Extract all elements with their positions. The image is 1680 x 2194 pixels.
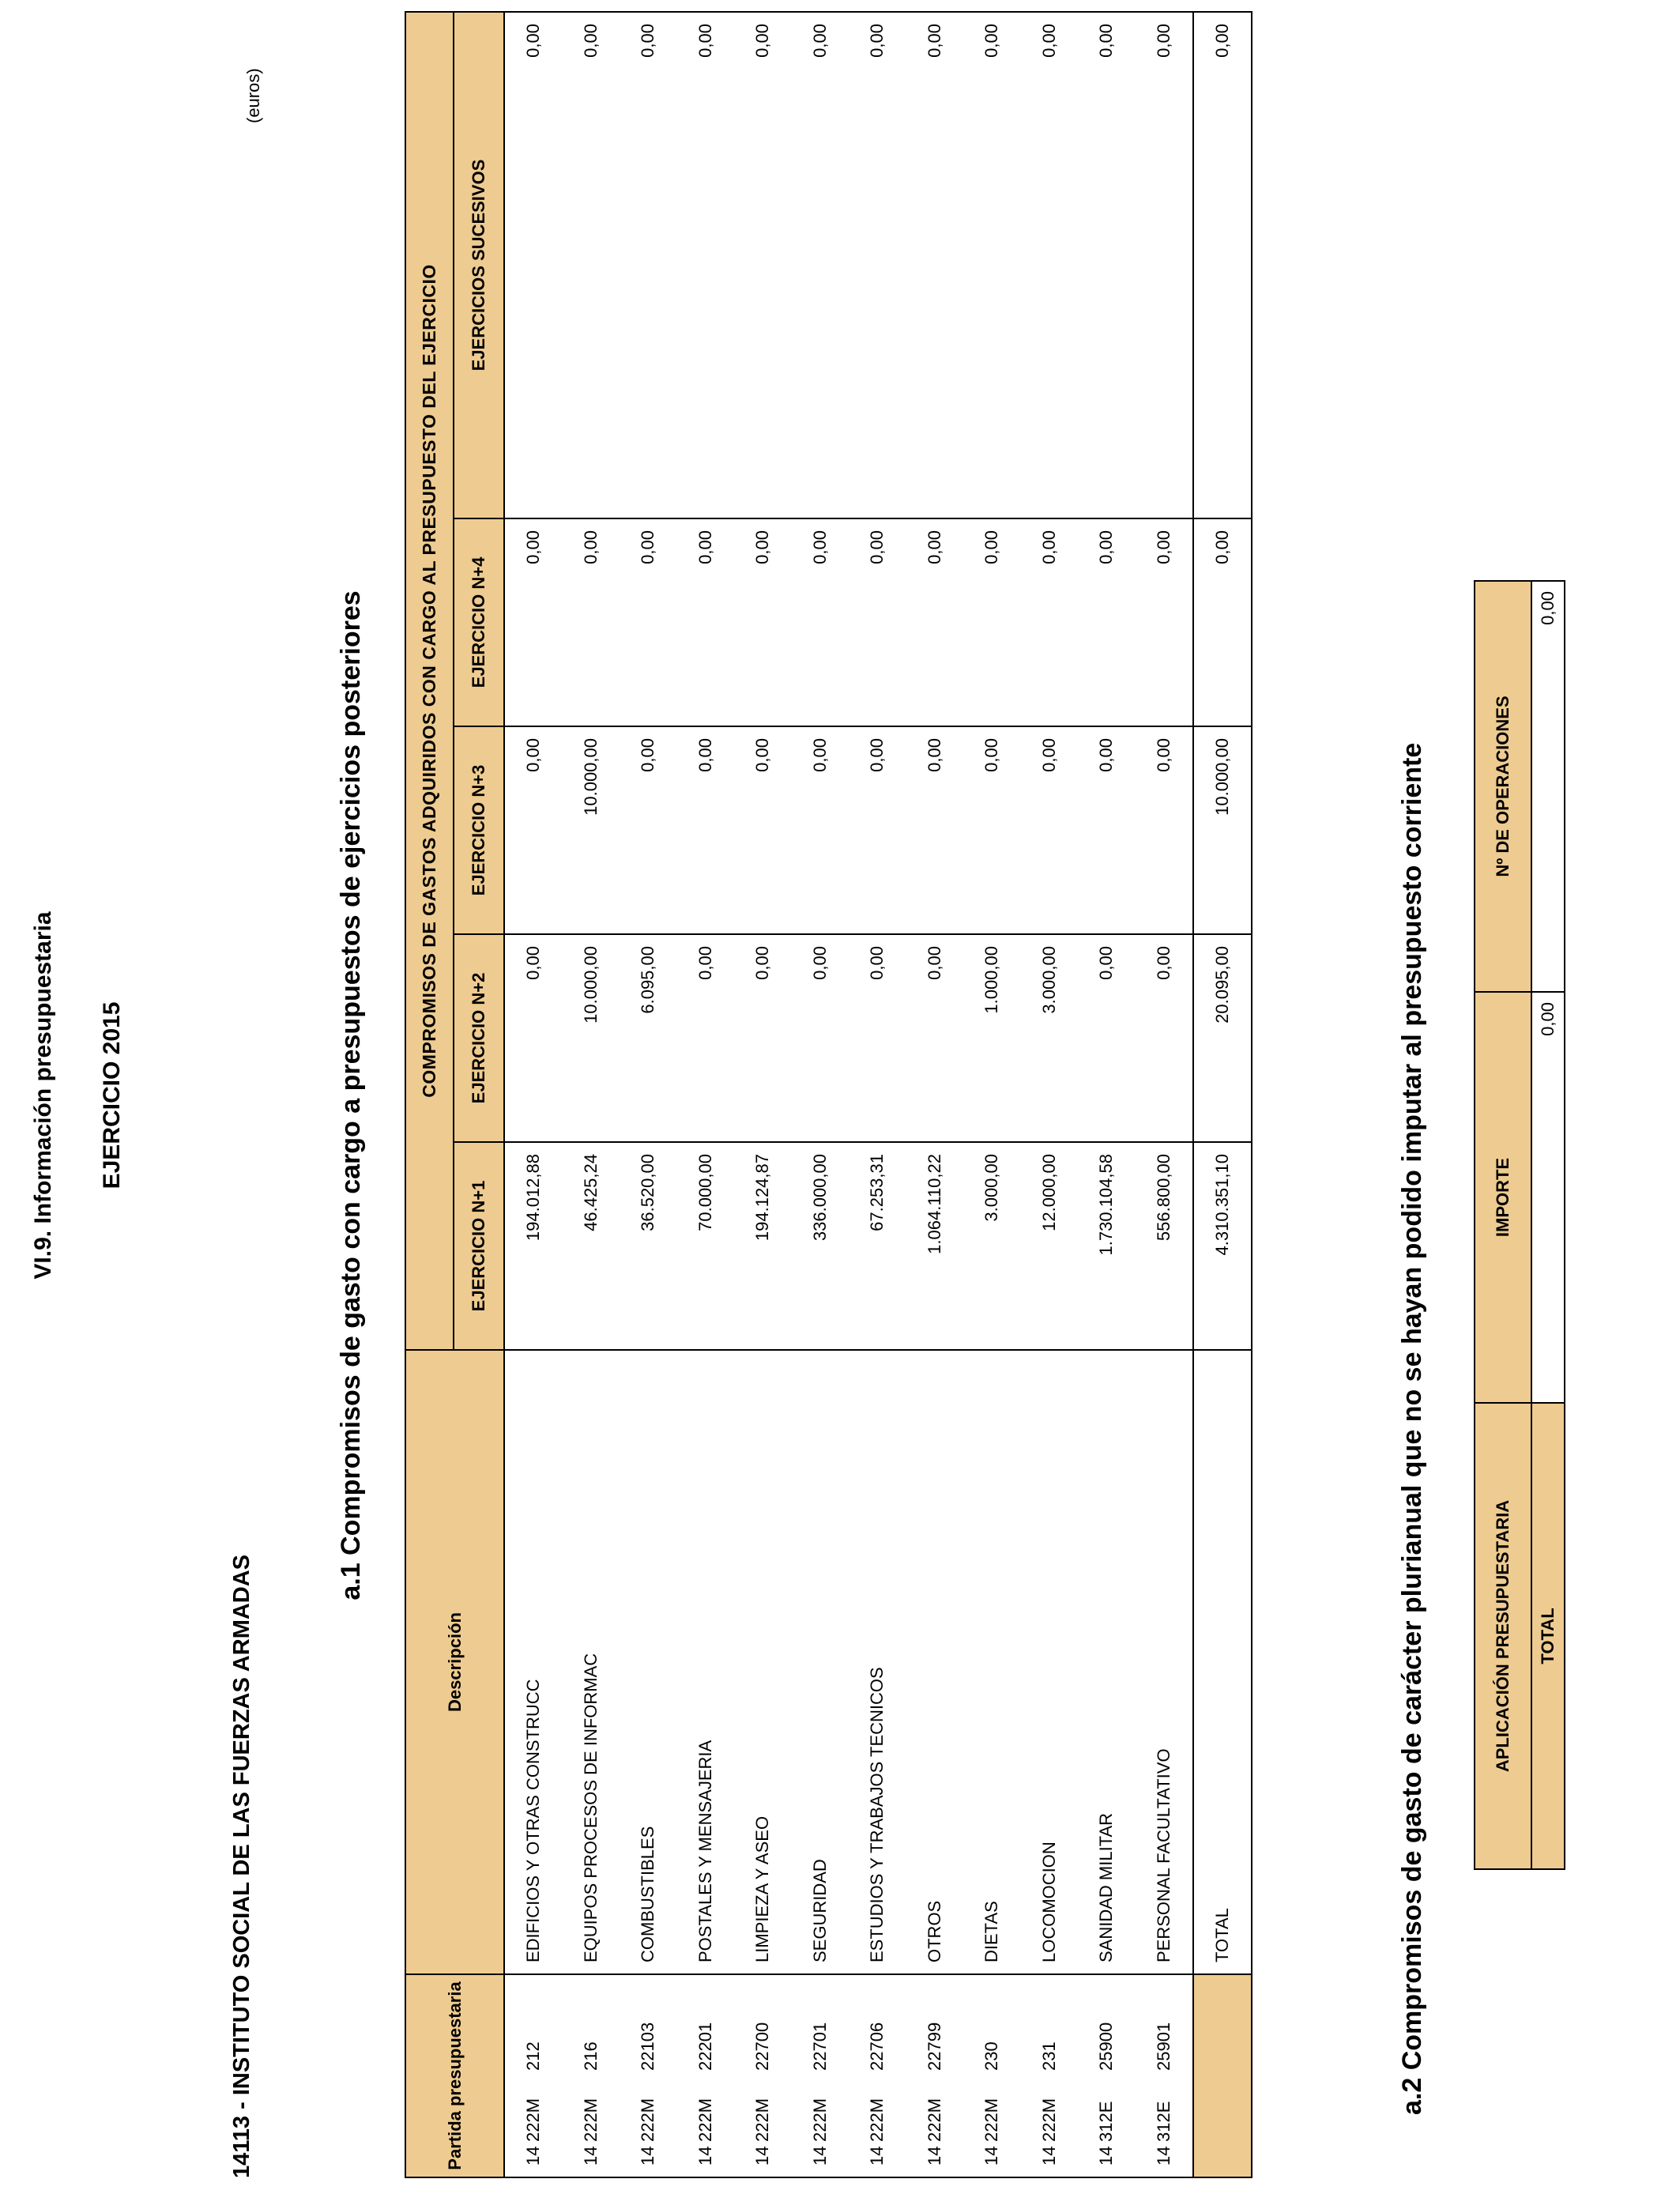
partida-part: 312E	[1153, 2101, 1173, 2142]
total-partida-cell	[1193, 1974, 1252, 2177]
n2-cell: 0,00	[1078, 934, 1136, 1142]
partida-part: 14	[809, 2146, 830, 2166]
partida-part: 222M	[981, 2098, 1002, 2142]
descripcion-cell: SEGURIDAD	[792, 1350, 849, 1974]
partida-part: 22799	[924, 2022, 944, 2071]
header-n4: EJERCICIO N+4	[454, 518, 504, 726]
n1-cell: 67.253,31	[849, 1142, 906, 1350]
table-row	[620, 12, 677, 2177]
n4-cell: 0,00	[620, 518, 677, 726]
sucesivos-cell: 0,00	[792, 12, 849, 518]
sucesivos-cell: 0,00	[906, 12, 964, 518]
partida-part: 14	[1038, 2146, 1059, 2166]
partida-part: 14	[523, 2146, 544, 2166]
n1-cell: 36.520,00	[620, 1142, 677, 1350]
header-sucesivos: EJERCICIOS SUCESIVOS	[454, 12, 504, 518]
partida-part: 14	[1096, 2146, 1117, 2166]
partida-part: 222M	[695, 2098, 715, 2142]
total-n2: 20.095,00	[1193, 934, 1252, 1142]
n1-cell: 70.000,00	[677, 1142, 735, 1350]
sucesivos-cell: 0,00	[1078, 12, 1136, 518]
n1-cell: 194.124,87	[734, 1142, 792, 1350]
sucesivos-cell: 0,00	[1136, 12, 1194, 518]
partida-cell	[1021, 1974, 1079, 2177]
descripcion-cell: COMBUSTIBLES	[620, 1350, 677, 1974]
partida-cell	[734, 1974, 792, 2177]
partida-cell	[1136, 1974, 1194, 2177]
n2-cell: 6.095,00	[620, 934, 677, 1142]
partida-part: 222M	[580, 2098, 601, 2142]
partida-part: 216	[580, 2041, 601, 2071]
commitments-table	[405, 11, 1252, 2178]
n3-cell: 0,00	[1136, 726, 1194, 934]
partida-part: 14	[580, 2146, 601, 2166]
n4-cell: 0,00	[1136, 518, 1194, 726]
descripcion-cell: POSTALES Y MENSAJERIA	[677, 1350, 735, 1974]
header-n3: EJERCICIO N+3	[454, 726, 504, 934]
n2-cell: 0,00	[677, 934, 735, 1142]
n4-cell: 0,00	[792, 518, 849, 726]
sucesivos-cell: 0,00	[677, 12, 735, 518]
n3-cell: 0,00	[1021, 726, 1079, 934]
partida-part: 14	[981, 2146, 1002, 2166]
partida-part: 14	[695, 2146, 715, 2166]
n3-cell: 0,00	[620, 726, 677, 934]
plurianual-total-label: TOTAL	[1531, 1403, 1565, 1869]
n3-cell: 0,00	[1078, 726, 1136, 934]
page-subtitle: EJERCICIO 2015	[99, 1001, 125, 1189]
n2-cell: 0,00	[906, 934, 964, 1142]
organism-name: 14113 - INSTITUTO SOCIAL DE LAS FUERZAS ARMADAS	[229, 1554, 254, 2178]
sucesivos-cell: 0,00	[734, 12, 792, 518]
table-row	[677, 12, 735, 2177]
header-importe: IMPORTE	[1475, 992, 1531, 1403]
n4-cell: 0,00	[963, 518, 1021, 726]
n3-cell: 10.000,00	[563, 726, 620, 934]
n4-cell: 0,00	[677, 518, 735, 726]
total-row	[1193, 12, 1252, 2177]
partida-part: 14	[867, 2146, 887, 2166]
n2-cell: 10.000,00	[563, 934, 620, 1142]
total-n4: 0,00	[1193, 518, 1252, 726]
table-row	[1021, 12, 1079, 2177]
n4-cell: 0,00	[849, 518, 906, 726]
sucesivos-cell: 0,00	[563, 12, 620, 518]
header-descripcion: Descripción	[405, 1350, 504, 1974]
section-a1-title: a.1 Compromisos de gasto con cargo a presupuestos de ejercicios posteriores	[336, 590, 366, 1600]
partida-cell	[563, 1974, 620, 2177]
descripcion-cell: PERSONAL FACULTATIVO	[1136, 1350, 1194, 1974]
plurianual-total-row	[1531, 581, 1565, 1869]
sucesivos-cell: 0,00	[849, 12, 906, 518]
n4-cell: 0,00	[906, 518, 964, 726]
n1-cell: 556.800,00	[1136, 1142, 1194, 1350]
partida-part: 22700	[752, 2022, 773, 2071]
partida-part: 22706	[867, 2022, 887, 2071]
table-row	[1136, 12, 1194, 2177]
table-row	[849, 12, 906, 2177]
partida-part: 22103	[638, 2022, 658, 2071]
partida-part: 22201	[695, 2022, 715, 2071]
sucesivos-cell: 0,00	[1021, 12, 1079, 518]
n1-cell: 336.000,00	[792, 1142, 849, 1350]
descripcion-cell: LIMPIEZA Y ASEO	[734, 1350, 792, 1974]
sucesivos-cell: 0,00	[963, 12, 1021, 518]
partida-part: 14	[638, 2146, 658, 2166]
descripcion-cell: DIETAS	[963, 1350, 1021, 1974]
descripcion-cell: ESTUDIOS Y TRABAJOS TECNICOS	[849, 1350, 906, 1974]
n1-cell: 12.000,00	[1021, 1142, 1079, 1350]
partida-cell	[504, 1974, 563, 2177]
total-label: TOTAL	[1193, 1350, 1252, 1974]
sucesivos-cell: 0,00	[620, 12, 677, 518]
descripcion-cell: OTROS	[906, 1350, 964, 1974]
n3-cell: 0,00	[677, 726, 735, 934]
n3-cell: 0,00	[792, 726, 849, 934]
partida-part: 14	[1153, 2146, 1173, 2166]
n3-cell: 0,00	[504, 726, 563, 934]
table-row	[734, 12, 792, 2177]
partida-part: 222M	[752, 2098, 773, 2142]
n2-cell: 0,00	[504, 934, 563, 1142]
n1-cell: 1.730.104,58	[1078, 1142, 1136, 1350]
header-n2: EJERCICIO N+2	[454, 934, 504, 1142]
header-partida: Partida presupuestaria	[405, 1974, 504, 2177]
partida-part: 222M	[924, 2098, 944, 2142]
partida-part: 312E	[1096, 2101, 1117, 2142]
partida-part: 212	[523, 2041, 544, 2071]
plurianual-total-operaciones: 0,00	[1531, 581, 1565, 992]
descripcion-cell: EDIFICIOS Y OTRAS CONSTRUCC	[504, 1350, 563, 1974]
n3-cell: 0,00	[849, 726, 906, 934]
n4-cell: 0,00	[1078, 518, 1136, 726]
n1-cell: 1.064.110,22	[906, 1142, 964, 1350]
sucesivos-cell: 0,00	[504, 12, 563, 518]
partida-part: 25900	[1096, 2022, 1117, 2071]
header-operaciones: Nº DE OPERACIONES	[1475, 581, 1531, 992]
header-n1: EJERCICIO N+1	[454, 1142, 504, 1350]
n3-cell: 0,00	[963, 726, 1021, 934]
page-title: VI.9. Información presupuestaria	[30, 911, 56, 1280]
partida-part: 22701	[809, 2022, 830, 2071]
descripcion-cell: LOCOMOCION	[1021, 1350, 1079, 1974]
partida-part: 222M	[523, 2098, 544, 2142]
header-aplicacion: APLICACIÓN PRESUPUESTARIA	[1475, 1403, 1531, 1869]
n2-cell: 3.000,00	[1021, 934, 1079, 1142]
total-n3: 10.000,00	[1193, 726, 1252, 934]
n1-cell: 46.425,24	[563, 1142, 620, 1350]
partida-cell	[1078, 1974, 1136, 2177]
partida-cell	[849, 1974, 906, 2177]
partida-part: 14	[924, 2146, 944, 2166]
partida-part: 230	[981, 2041, 1002, 2071]
partida-part: 222M	[809, 2098, 830, 2142]
n4-cell: 0,00	[734, 518, 792, 726]
descripcion-cell: SANIDAD MILITAR	[1078, 1350, 1136, 1974]
descripcion-cell: EQUIPOS PROCESOS DE INFORMAC	[563, 1350, 620, 1974]
n3-cell: 0,00	[906, 726, 964, 934]
partida-part: 222M	[1038, 2098, 1059, 2142]
partida-cell	[792, 1974, 849, 2177]
n2-cell: 0,00	[792, 934, 849, 1142]
n4-cell: 0,00	[563, 518, 620, 726]
table-row	[504, 12, 563, 2177]
units-label: (euros)	[243, 68, 263, 123]
section-a2-title: a.2 Compromisos de gasto de carácter plurianual que no se hayan podido imputar al presupuesto corriente	[1397, 742, 1427, 2115]
n2-cell: 0,00	[734, 934, 792, 1142]
table-row	[792, 12, 849, 2177]
partida-cell	[677, 1974, 735, 2177]
total-n1: 4.310.351,10	[1193, 1142, 1252, 1350]
partida-part: 222M	[638, 2098, 658, 2142]
n3-cell: 0,00	[734, 726, 792, 934]
plurianual-total-importe: 0,00	[1531, 992, 1565, 1403]
partida-part: 25901	[1153, 2022, 1173, 2071]
total-sucesivos: 0,00	[1193, 12, 1252, 518]
partida-cell	[963, 1974, 1021, 2177]
n4-cell: 0,00	[504, 518, 563, 726]
n4-cell: 0,00	[1021, 518, 1079, 726]
n2-cell: 1.000,00	[963, 934, 1021, 1142]
partida-part: 222M	[867, 2098, 887, 2142]
partida-part: 14	[752, 2146, 773, 2166]
n2-cell: 0,00	[1136, 934, 1194, 1142]
table-row	[906, 12, 964, 2177]
n1-cell: 194.012,88	[504, 1142, 563, 1350]
partida-cell	[906, 1974, 964, 2177]
table-row	[963, 12, 1021, 2177]
table-row	[563, 12, 620, 2177]
partida-part: 231	[1038, 2041, 1059, 2071]
plurianual-table	[1474, 580, 1565, 1870]
partida-cell	[620, 1974, 677, 2177]
header-group-commitments: COMPROMISOS DE GASTOS ADQUIRIDOS CON CARGO AL PRESUPUESTO DEL EJERCICIO	[405, 12, 454, 1350]
n2-cell: 0,00	[849, 934, 906, 1142]
table-row	[1078, 12, 1136, 2177]
n1-cell: 3.000,00	[963, 1142, 1021, 1350]
